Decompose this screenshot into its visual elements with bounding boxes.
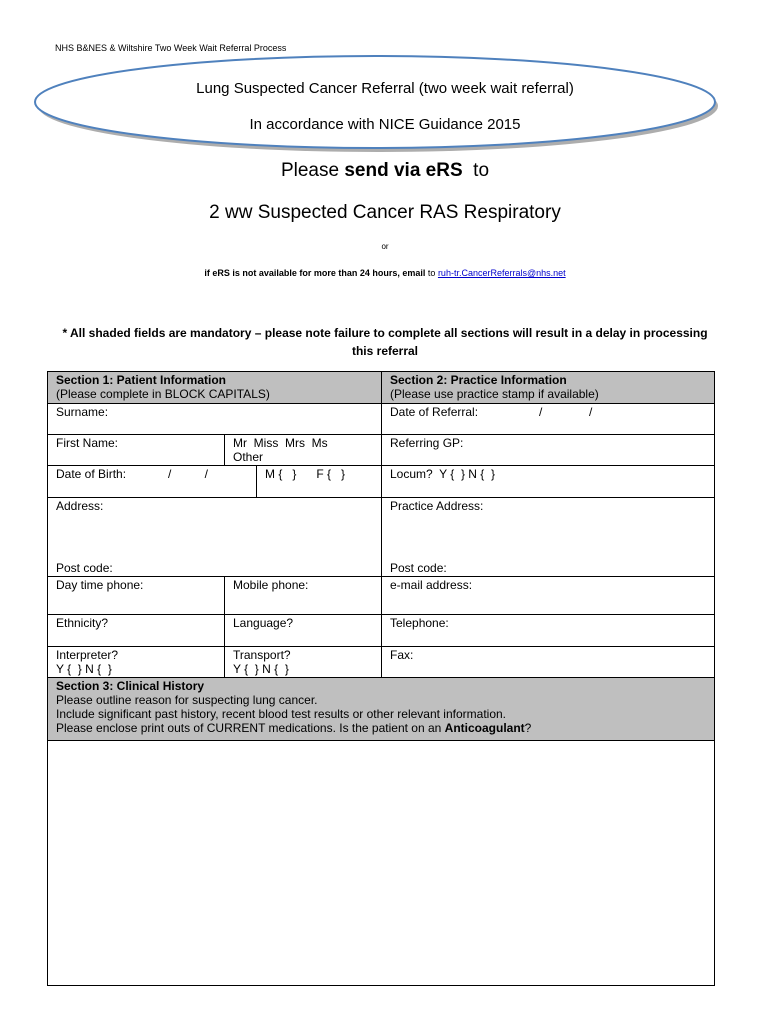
ethnicity-field[interactable]: Ethnicity? <box>56 616 109 630</box>
first-name-row <box>48 435 714 466</box>
first-name-field[interactable]: First Name: <box>56 436 119 450</box>
address-field[interactable]: Address: Post code: <box>56 499 113 575</box>
transport-field[interactable]: Transport? Y { } N { } <box>224 647 381 677</box>
service-name: 2 ww Suspected Cancer RAS Respiratory <box>209 202 561 223</box>
section1-subtitle: (Please complete in BLOCK CAPITALS) <box>56 387 270 401</box>
practice-post-code-field[interactable]: Post code: <box>390 561 447 575</box>
telephone-field[interactable]: Telephone: <box>381 615 714 646</box>
interpreter-field[interactable]: Interpreter? Y { } N { } <box>56 648 119 676</box>
title-options[interactable]: Mr Miss Mrs Ms Other <box>224 435 381 465</box>
mobile-phone-field[interactable]: Mobile phone: <box>224 577 381 614</box>
section-header-row <box>48 372 714 404</box>
referral-form <box>47 371 715 986</box>
section3-title: Section 3: Clinical History <box>56 679 205 693</box>
or-text: or <box>381 242 389 251</box>
ethnicity-row <box>48 615 714 647</box>
phone-row <box>48 577 714 615</box>
section1-title: Section 1: Patient Information <box>56 373 227 387</box>
surname-field[interactable]: Surname: <box>56 405 109 419</box>
section3-line1: Please outline reason for suspecting lung cancer. <box>56 693 318 707</box>
section2-title: Section 2: Practice Information <box>390 373 567 387</box>
dob-row <box>48 466 714 498</box>
referring-gp-field[interactable]: Referring GP: <box>381 435 714 465</box>
address-row <box>48 498 714 577</box>
practice-address-field[interactable]: Practice Address: Post code: <box>381 498 714 576</box>
mandatory-note: * All shaded fields are mandatory – please note failure to complete all sections will result in a delay in processing this referral <box>62 326 708 358</box>
dob-field[interactable]: Date of Birth: / / <box>56 467 209 481</box>
section3-header <box>48 678 714 741</box>
referral-title: Lung Suspected Cancer Referral (two week wait referral) <box>196 80 574 97</box>
surname-row <box>48 404 714 435</box>
email-address-field[interactable]: e-mail address: <box>381 577 714 614</box>
nice-guidance: In accordance with NICE Guidance 2015 <box>249 116 521 133</box>
section3-line2: Include significant past history, recent blood test results or other relevant information. <box>56 707 507 721</box>
post-code-field[interactable]: Post code: <box>56 561 113 575</box>
sex-options[interactable]: M { } F { } <box>256 466 381 497</box>
email-link[interactable]: ruh-tr.CancerReferrals@nhs.net <box>437 268 566 278</box>
send-instruction: Please send via eRS to <box>280 160 490 181</box>
day-phone-field[interactable]: Day time phone: <box>56 578 144 592</box>
language-field[interactable]: Language? <box>224 615 381 646</box>
fax-field[interactable]: Fax: <box>381 647 714 677</box>
section3-line3: Please enclose print outs of CURRENT medications. Is the patient on an Anticoagulant? <box>56 721 532 735</box>
clinical-history-textarea[interactable] <box>48 741 714 985</box>
section2-subtitle: (Please use practice stamp if available) <box>390 387 599 401</box>
page-header: NHS B&NES & Wiltshire Two Week Wait Referral Process <box>55 43 287 53</box>
locum-field[interactable]: Locum? Y { } N { } <box>381 466 714 497</box>
date-of-referral-field[interactable]: Date of Referral: / / <box>381 404 714 434</box>
email-instruction: if eRS is not available for more than 24 hours, email to ruh-tr.CancerReferrals@nhs.net <box>204 268 566 278</box>
interpreter-row <box>48 647 714 678</box>
